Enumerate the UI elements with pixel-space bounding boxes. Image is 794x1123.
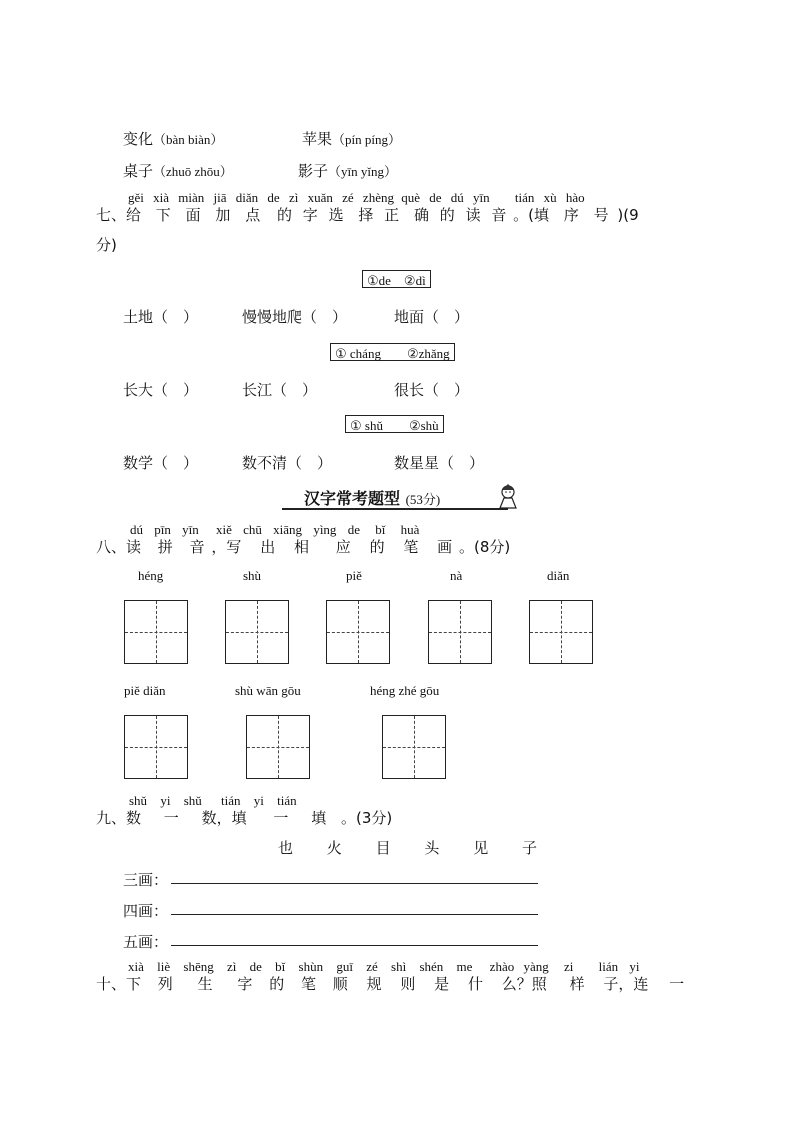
answer-item: 慢慢地爬（ ） [242,308,348,326]
q9-question-row [96,807,392,828]
char: 是 [434,975,450,993]
pinyin: xià [128,959,144,974]
char: 见 [473,839,489,857]
pinyin: dú [130,522,143,537]
writing-grid[interactable] [326,600,390,664]
char: 加 [215,206,231,224]
pinyin: bǐ [375,522,386,537]
pinyin-choice-3: （zhuō zhōu） [153,164,233,179]
stroke-label: piě diǎn [124,683,166,698]
char: 则 [400,975,416,993]
char: 相 [293,538,309,556]
answer-item: 土地（ ） [123,308,199,326]
char: 目 [375,839,391,857]
pinyin: shǔ [129,793,148,808]
stroke-label: nà [450,568,463,583]
char: 顺 [332,975,348,993]
pinyin: zé [366,959,378,974]
char: 确 [413,206,429,224]
word-2: 苹果 [302,130,333,148]
pinyin: tián [277,793,297,808]
char: 读 [465,206,481,224]
char: 择 [358,206,374,224]
q10-question-row [96,973,684,994]
pinyin: xù [543,190,557,205]
pinyin: miàn [178,190,205,205]
char: 画 [437,538,453,556]
char: 笔 [300,975,316,993]
pinyin: zi [564,959,574,974]
char: 十、下 [96,975,142,993]
pinyin: xiě [216,522,232,537]
char: 列 [157,975,173,993]
writing-grid[interactable] [529,600,593,664]
char: 选 [328,206,344,224]
answer-item: 数星星（ ） [394,454,485,472]
char: 音 [189,538,205,556]
word-1: 变化 [123,130,154,148]
pinyin-choice-4: （yīn yǐng） [328,164,397,179]
writing-grid[interactable] [246,715,310,779]
q7-score-tail: 分) [96,236,117,254]
pinyin: shì [391,959,407,974]
pinyin: xiāng [273,522,303,537]
char: 什 [467,975,483,993]
char: 子，连 [603,975,649,993]
pinyin: tián [514,190,535,205]
char: 火 [326,839,342,857]
stroke-label: piě [346,568,362,583]
pinyin: yi [629,959,640,974]
answer-item: 数学（ ） [123,454,199,472]
pinyin: de [429,190,442,205]
pinyin: dú [450,190,464,205]
pinyin: yìng [313,522,337,537]
writing-grid[interactable] [428,600,492,664]
char: )(9 [617,206,639,224]
char: 头 [424,839,440,857]
pinyin: yīn [473,190,490,205]
section-title: 汉字常考题型 [304,489,401,508]
pinyin-choice-2: （pín píng） [332,132,401,147]
pinyin: de [249,959,262,974]
student-mascot-icon [494,482,522,510]
stroke-label: héng [138,568,164,583]
pinyin: zhèng [362,190,394,205]
answer-line[interactable] [171,945,538,946]
char: 。(8分) [458,538,511,556]
pinyin: xià [153,190,170,205]
pinyin: liè [157,959,171,974]
char: 子 [521,839,537,857]
word-4: 影子 [298,162,329,180]
writing-grid[interactable] [382,715,446,779]
char: 九、数 [96,809,142,827]
pinyin-choice-1: （bàn biàn） [153,132,224,147]
pinyin: zhào [489,959,515,974]
stroke-label: shù wān gōu [235,683,301,698]
stroke-count-label: 五画： [123,933,169,951]
pinyin: zé [342,190,354,205]
char: 填 [311,809,327,827]
stroke-label: diǎn [547,568,570,583]
stroke-count-label: 四画： [123,902,169,920]
char: 生 [197,975,213,993]
char: 七、给 [96,206,142,224]
char: 一 [163,809,179,827]
option-box-chang: ① cháng ②zhǎng [330,343,455,361]
char: 么？照 [501,975,547,993]
char: 应 [335,538,351,556]
pinyin: jiā [213,190,227,205]
char: 的 [369,538,385,556]
pinyin: yīn [182,522,199,537]
char: 的 [276,206,292,224]
writing-grid[interactable] [124,600,188,664]
char: 字 [237,975,253,993]
pinyin: tián [221,793,241,808]
char-list [278,837,537,858]
char: 字 [302,206,318,224]
pinyin: guī [336,959,353,974]
char: 号 [593,206,609,224]
pinyin: de [267,190,280,205]
pinyin: gěi [128,190,144,205]
char: 。(3分) [340,809,393,827]
option-box-shu: ① shǔ ②shù [345,415,444,433]
char: 笔 [403,538,419,556]
q7-question-row [96,204,639,225]
answer-item: 长大（ ） [123,381,199,399]
char: 正 [384,206,400,224]
pinyin: yi [160,793,171,808]
pinyin: shùn [298,959,324,974]
char: 序 [563,206,579,224]
char: 。(填 [513,206,550,224]
writing-grid[interactable] [225,600,289,664]
answer-item: 很长（ ） [394,381,470,399]
char: 一 [273,809,289,827]
pinyin: lián [598,959,619,974]
pinyin: hào [565,190,585,205]
answer-item: 地面（ ） [394,308,470,326]
pinyin: diǎn [235,190,259,205]
section-header [282,486,528,512]
section-score: (53分) [405,492,441,507]
char: 八、读 [96,538,142,556]
pinyin: zì [226,959,237,974]
char: ，写 [211,538,242,556]
char: 下 [155,206,171,224]
answer-item: 数不清（ ） [242,454,333,472]
char: 音 [491,206,507,224]
pinyin: zì [288,190,299,205]
char: 数，填 [201,809,247,827]
char: 的 [269,975,285,993]
option-box-di: ①de ②dì [362,270,431,288]
stroke-label: héng zhé gōu [370,683,440,698]
pinyin: bǐ [275,959,286,974]
q8-question-row [96,536,510,557]
pinyin: què [401,190,420,205]
pinyin: shēng [183,959,214,974]
char: 拼 [157,538,173,556]
pinyin: xuǎn [307,190,333,205]
char: 面 [185,206,201,224]
writing-grid[interactable] [124,715,188,779]
answer-item: 长江（ ） [242,381,318,399]
pinyin: pīn [154,522,171,537]
word-3: 桌子 [123,162,154,180]
char: 也 [278,839,294,857]
char: 规 [366,975,382,993]
pinyin: de [347,522,360,537]
pinyin: me [456,959,473,974]
pinyin: chū [243,522,262,537]
answer-line[interactable] [171,883,538,884]
pinyin: yàng [523,959,549,974]
stroke-label: shù [243,568,262,583]
pinyin: huà [400,522,420,537]
answer-line[interactable] [171,914,538,915]
pinyin: shǔ [183,793,202,808]
pinyin: shén [419,959,444,974]
char: 样 [569,975,585,993]
stroke-count-label: 三画： [123,871,169,889]
char: 出 [260,538,276,556]
pinyin: yi [253,793,264,808]
char: 点 [245,206,261,224]
char: 一 [669,975,685,993]
char: 的 [439,206,455,224]
